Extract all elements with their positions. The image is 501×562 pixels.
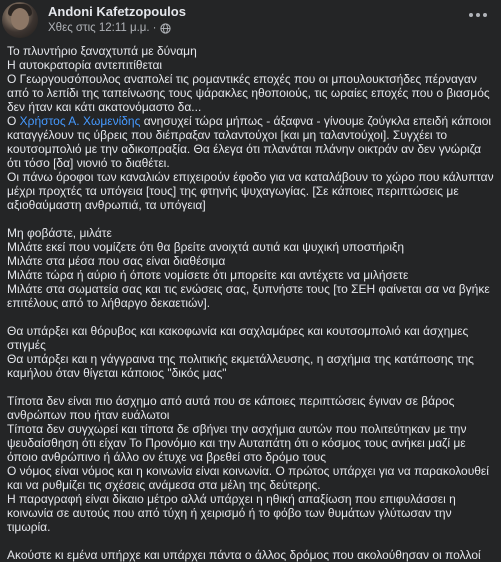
post-line: Μιλάτε εκεί που νομίζετε ότι θα βρείτε ανοιχτά αυτιά και ψυχική υποστήριξη bbox=[7, 240, 405, 254]
paragraph-gap bbox=[7, 534, 495, 548]
post-line: Τίποτα δεν είναι πιο άσχημο από αυτά που σε κάποιες περιπτώσεις έγιναν σε βάρος ανθρώπων που ήταν ευάλωτοι bbox=[7, 394, 455, 422]
post-line: Η αυτοκρατορία αντεπιτίθεται bbox=[7, 58, 163, 72]
post-line: Ο Γεωργουσόπουλος αναπολεί τις ρομαντικές εποχές που οι μπουλουκτσήδες πέρναγαν από το λεπίδι της ταπείνωσης τους ψάρακλες ηθοποιούς, τις ωραίες εποχές που ο βιασμός δεν ήταν και κάτι ακατονόμαστο δα... bbox=[7, 72, 490, 114]
meta-separator: · bbox=[152, 22, 157, 34]
post-line: Οι πάνω όροφοι των καναλιών επιχειρούν έφοδο για να καταλάβουν το χώρο που κάλυπταν μέχρι προχτές τα υπόγεια [τους] της φτηνής ψυχαγωγίας. [Σε κάποιες περιπτώσεις με αξιοθαύμαστη ανθρωπιά, τα υπόγεια] bbox=[7, 170, 494, 212]
avatar-face bbox=[11, 8, 29, 30]
globe-icon[interactable] bbox=[160, 23, 171, 34]
dot bbox=[476, 13, 480, 17]
post-line: Θα υπάρξει και θόρυβος και κακοφωνία και σαχλαμάρες και κουτσομπολιό και άσχημες στιγμές bbox=[7, 324, 469, 352]
text-fragment: ανησυχεί τώρα μήπως - άξαφνα - γίνουμε ζούγκλα επειδή κάποιοι καταγγέλουν τις ύβρεις που διέπραξαν ταλαντούχοι [και μη ταλαντούχοι]. Συγχέει το κουτσομπολιό με την αδικοπραξία. Θα έλεγα ότι πλανάται πλάνην οικτράν αν δεν γνώριζα ότι τόσο [δα] νιονιό το διαθέτει. bbox=[7, 114, 492, 170]
post-line-with-mention bbox=[7, 114, 495, 170]
post-line: Μιλάτε στα μέσα που σας είναι διαθέσιμα bbox=[7, 254, 226, 268]
post-line: Το πλυντήριο ξαναχτυπά με δύναμη bbox=[7, 44, 197, 58]
post-line: Τίποτα δεν συγχωρεί και τίποτα δε σβήνει την ασχήμια αυτών που πολιτεύτηκαν με την ψευδαίσθηση ότι είχαν Το Προνόμιο και την Αυταπάτη ότι ο κόσμος τους ανήκει μαζί με όποιο ανθρώπινο ή άλλο ον έτυχε να βρεθεί στο δρόμο τους bbox=[7, 422, 467, 464]
paragraph-gap bbox=[7, 212, 495, 226]
author-name[interactable]: Andoni Kafetzopoulos bbox=[48, 4, 186, 19]
post-line: Ο νόμος είναι νόμος και η κοινωνία είναι κοινωνία. Ο πρώτος υπάρχει για να παρακολουθεί και να ρυθμίζει τις σχέσεις ανάμεσα στα μέλη της δεύτερης. bbox=[7, 464, 489, 492]
paragraph-gap bbox=[7, 310, 495, 324]
post-line: Η παραγραφή είναι δίκαιο μέτρο αλλά υπάρχει η ηθική απαξίωση που επιφυλάσσει η κοινωνία σε αυτούς που από τύχη ή χειρισμό ή το φόβο των θυμάτων γλύτωσαν την τιμωρία. bbox=[7, 492, 456, 534]
post-meta bbox=[48, 22, 171, 34]
dot bbox=[469, 13, 473, 17]
post-header bbox=[0, 0, 501, 44]
post-text bbox=[7, 44, 495, 562]
paragraph-gap bbox=[7, 380, 495, 394]
avatar[interactable] bbox=[2, 2, 38, 38]
post-line: Μιλάτε στα σωματεία σας και τις ενώσεις σας, ξυπνήστε τους [το ΣΕΗ φαίνεται σα να βγήκε επιτέλους από το λήθαργο δεκαετιών]. bbox=[7, 282, 490, 310]
post-line: Ακούστε κι εμένα υπήρχε και υπάρχει πάντα ο άλλος δρόμος που ακολούθησαν οι πολλοί bbox=[7, 548, 481, 562]
post-line: Μιλάτε τώρα ή αύριο ή όποτε νομίσετε ότι μπορείτε και αντέχετε να μιλήσετε bbox=[7, 268, 409, 282]
post-line: Μη φοβάστε, μιλάτε bbox=[7, 226, 112, 240]
post-line: Θα υπάρξει και η γάγγραινα της πολιτικής εκμετάλλευσης, η ασχήμια της κατάποσης της καμήλου όταν θίγεται κάποιος "δικός μας" bbox=[7, 352, 474, 380]
post-timestamp[interactable]: Χθες στις 12:11 μ.μ. bbox=[48, 22, 150, 34]
dot bbox=[483, 13, 487, 17]
more-options-icon[interactable] bbox=[465, 6, 491, 24]
text-fragment: Ο bbox=[7, 114, 20, 128]
mention-link[interactable]: Χρήστος Α. Χωμενίδης bbox=[19, 114, 141, 128]
